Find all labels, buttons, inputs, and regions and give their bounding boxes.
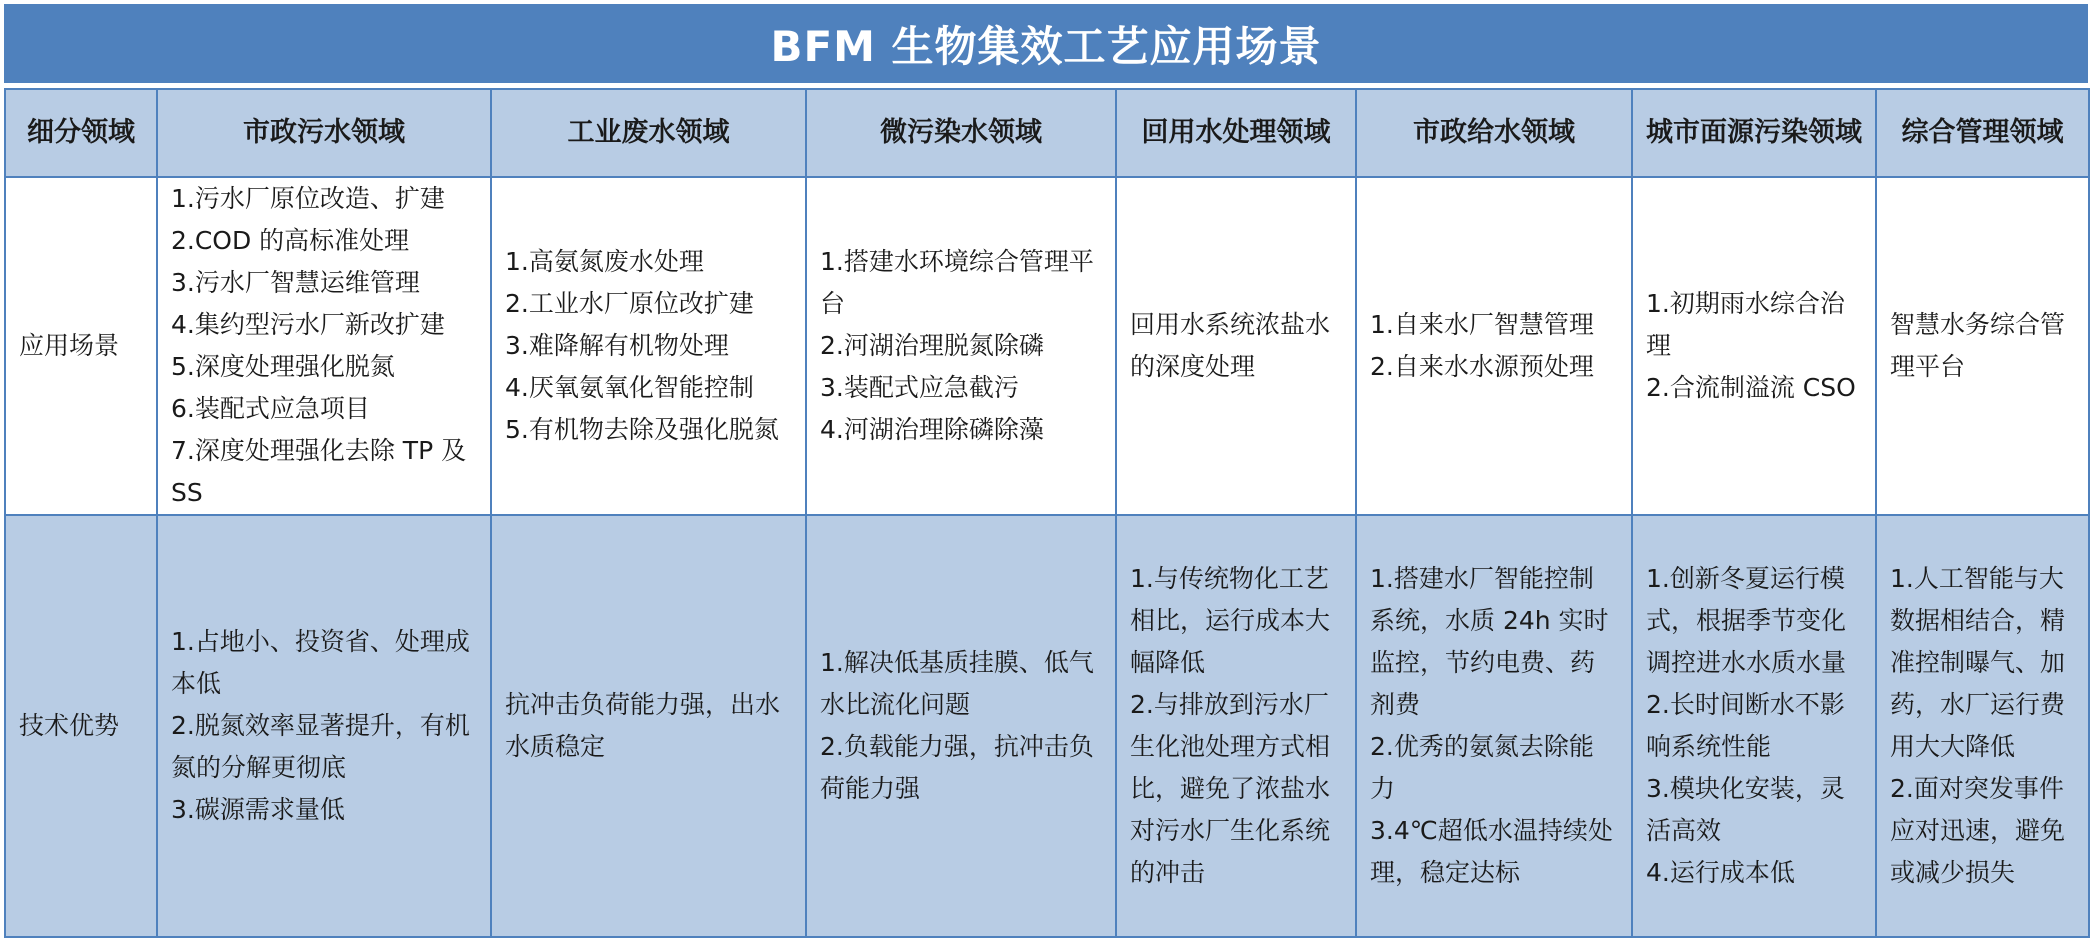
page-title: BFM 生物集效工艺应用场景 bbox=[770, 21, 1322, 71]
header-cell-micro-polluted-water: 微污染水领域 bbox=[806, 89, 1116, 177]
cell-line: 4.集约型污水厂新改扩建 bbox=[171, 310, 445, 339]
header-cell-label: 细分领域 bbox=[5, 89, 157, 177]
cell-line: 3.4℃超低水温持续处理，稳定达标 bbox=[1370, 816, 1613, 887]
table-cell bbox=[1356, 177, 1632, 515]
scene-row bbox=[5, 177, 2089, 515]
table-cell bbox=[157, 177, 491, 515]
advantage-row bbox=[5, 515, 2089, 937]
cell-line: 1.人工智能与大数据相结合，精准控制曝气、加药，水厂运行费用大大降低 bbox=[1890, 564, 2066, 761]
cell-line: 2.与排放到污水厂生化池处理方式相比，避免了浓盐水对污水厂生化系统的冲击 bbox=[1130, 690, 1331, 887]
header-cell-municipal-sewage: 市政污水领域 bbox=[157, 89, 491, 177]
row-label-scene: 应用场景 bbox=[5, 177, 157, 515]
table-cell bbox=[1356, 515, 1632, 937]
cell-line: 抗冲击负荷能力强，出水水质稳定 bbox=[505, 690, 781, 761]
table-cell bbox=[1876, 515, 2089, 937]
cell-line: 3.模块化安装，灵活高效 bbox=[1646, 774, 1845, 845]
cell-line: 回用水系统浓盐水的深度处理 bbox=[1130, 310, 1331, 381]
header-row bbox=[5, 89, 2089, 177]
cell-line: 1.高氨氮废水处理 bbox=[505, 247, 704, 276]
table-cell bbox=[1116, 515, 1356, 937]
title-bar bbox=[4, 4, 2088, 83]
table-cell bbox=[1632, 177, 1876, 515]
cell-line: 7.深度处理强化去除 TP 及 SS bbox=[171, 436, 467, 507]
table-cell bbox=[491, 515, 806, 937]
cell-line: 5.深度处理强化脱氮 bbox=[171, 352, 395, 381]
cell-line: 1.与传统物化工艺相比，运行成本大幅降低 bbox=[1130, 564, 1331, 677]
table-cell bbox=[157, 515, 491, 937]
cell-line: 5.有机物去除及强化脱氮 bbox=[505, 415, 779, 444]
cell-line: 1.自来水厂智慧管理 bbox=[1370, 310, 1594, 339]
cell-line: 1.搭建水厂智能控制系统，水质 24h 实时监控，节约电费、药剂费 bbox=[1370, 564, 1609, 719]
table-cell bbox=[1116, 177, 1356, 515]
cell-line: 3.碳源需求量低 bbox=[171, 795, 345, 824]
cell-line: 1.初期雨水综合治理 bbox=[1646, 289, 1845, 360]
header-cell-industrial-wastewater: 工业废水领域 bbox=[491, 89, 806, 177]
table-cell bbox=[806, 515, 1116, 937]
cell-line: 4.河湖治理除磷除藻 bbox=[820, 415, 1044, 444]
cell-line: 2.工业水厂原位改扩建 bbox=[505, 289, 754, 318]
cell-line: 2.河湖治理脱氮除磷 bbox=[820, 331, 1044, 360]
cell-line: 1.搭建水环境综合管理平台 bbox=[820, 247, 1094, 318]
cell-line: 1.创新冬夏运行模式，根据季节变化调控进水水质水量 bbox=[1646, 564, 1847, 677]
scenario-table bbox=[4, 88, 2090, 938]
cell-line: 6.装配式应急项目 bbox=[171, 394, 370, 423]
cell-line: 2.脱氮效率显著提升，有机氮的分解更彻底 bbox=[171, 711, 470, 782]
table-cell bbox=[491, 177, 806, 515]
cell-line: 智慧水务综合管理平台 bbox=[1890, 310, 2066, 381]
header-cell-urban-nonpoint-pollution: 城市面源污染领域 bbox=[1632, 89, 1876, 177]
cell-line: 2.负载能力强，抗冲击负荷能力强 bbox=[820, 732, 1094, 803]
cell-line: 2.自来水水源预处理 bbox=[1370, 352, 1594, 381]
cell-line: 1.解决低基质挂膜、低气水比流化问题 bbox=[820, 648, 1094, 719]
header-cell-reclaimed-water: 回用水处理领域 bbox=[1116, 89, 1356, 177]
cell-line: 4.运行成本低 bbox=[1646, 858, 1795, 887]
cell-line: 2.长时间断水不影响系统性能 bbox=[1646, 690, 1845, 761]
cell-line: 2.合流制溢流 CSO bbox=[1646, 373, 1856, 402]
header-cell-municipal-water-supply: 市政给水领域 bbox=[1356, 89, 1632, 177]
cell-line: 4.厌氧氨氧化智能控制 bbox=[505, 373, 754, 402]
cell-line: 2.面对突发事件应对迅速，避免或减少损失 bbox=[1890, 774, 2066, 887]
cell-line: 2.COD 的高标准处理 bbox=[171, 226, 410, 255]
cell-line: 3.难降解有机物处理 bbox=[505, 331, 729, 360]
table-cell bbox=[1632, 515, 1876, 937]
table-cell bbox=[1876, 177, 2089, 515]
table-cell bbox=[806, 177, 1116, 515]
cell-line: 1.占地小、投资省、处理成本低 bbox=[171, 627, 470, 698]
cell-line: 3.污水厂智慧运维管理 bbox=[171, 268, 420, 297]
header-cell-integrated-management: 综合管理领域 bbox=[1876, 89, 2089, 177]
cell-line: 3.装配式应急截污 bbox=[820, 373, 1019, 402]
row-label-advantage: 技术优势 bbox=[5, 515, 157, 937]
cell-line: 1.污水厂原位改造、扩建 bbox=[171, 184, 445, 213]
cell-line: 2.优秀的氨氮去除能力 bbox=[1370, 732, 1594, 803]
